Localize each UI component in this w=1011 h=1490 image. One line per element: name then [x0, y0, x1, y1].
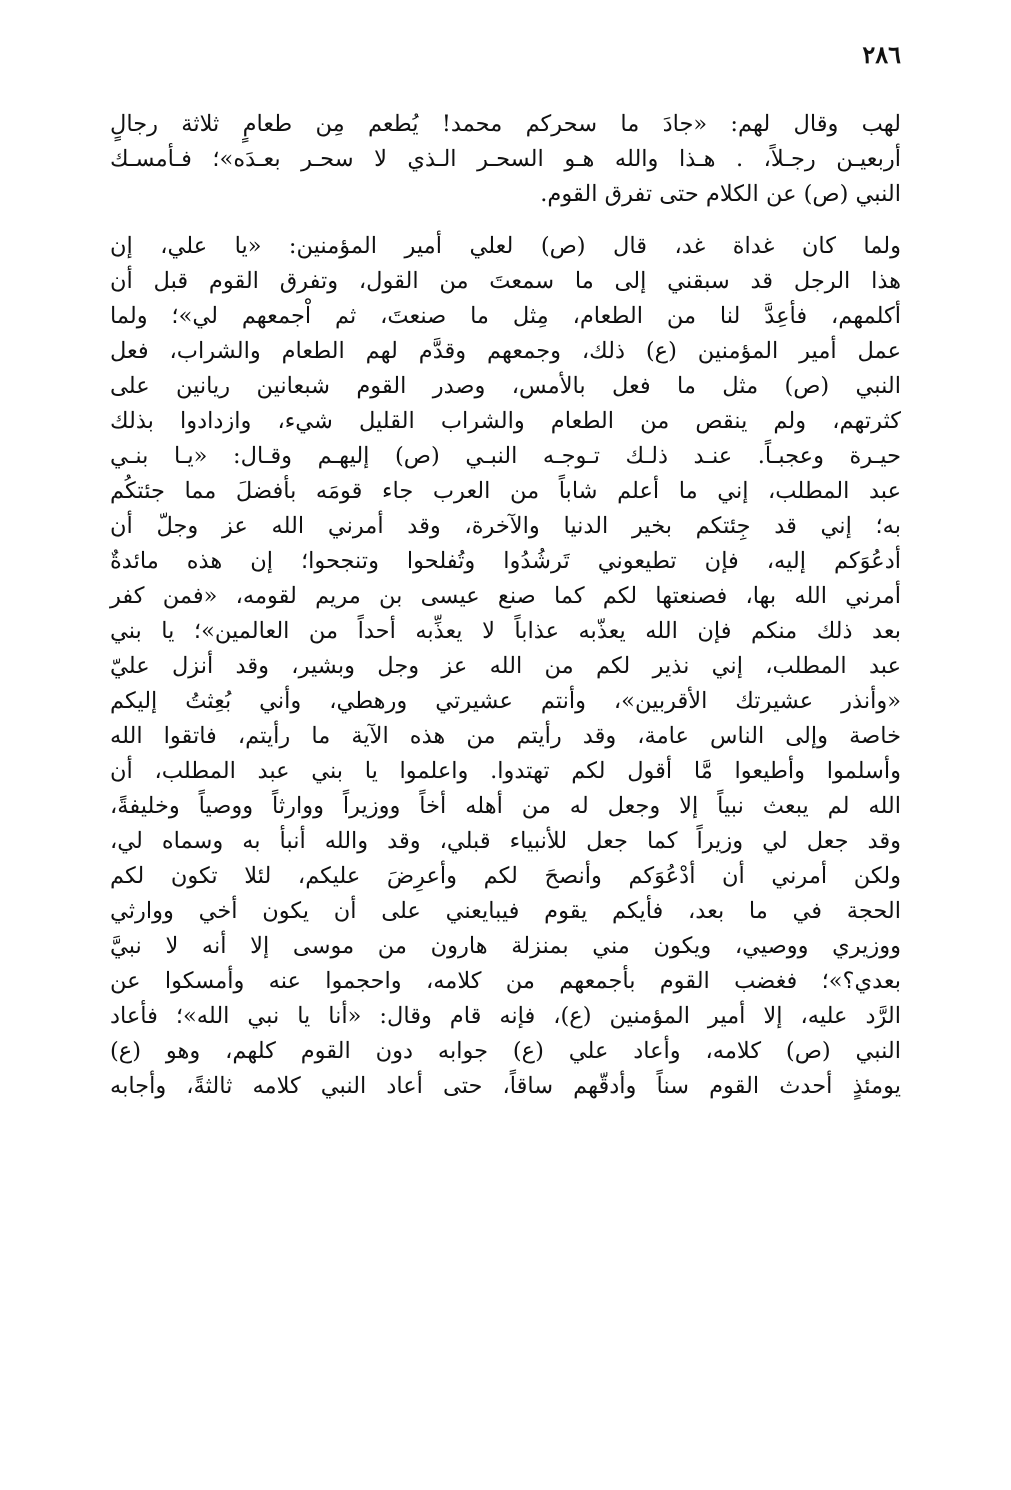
text-line: النبي (ص) عن الكلام حتى تفرق القوم.: [540, 181, 901, 207]
text-line: عمل أمير المؤمنين (ع) ذلك، وجمعهم وقدَّم لهم الطعام والشراب، فعل: [110, 338, 901, 364]
paragraph-gap: [110, 212, 901, 229]
text-line: ووزيري ووصيي، ويكون مني بمنزلة هارون من موسى إلا أنه لا نبيَّ: [110, 933, 901, 959]
text-line: به؛ إني قد جِئتكم بخير الدنيا والآخرة، وقد أمرني الله عز وجلّ أن: [110, 513, 901, 539]
text-line: هذا الرجل قد سبقني إلى ما سمعتَ من القول، وتفرق القوم قبل أن: [110, 268, 901, 294]
text-line: أكلمهم، فأعِدَّ لنا من الطعام، مِثل ما صنعتَ، ثم اْجمعهم لي»؛ ولما: [110, 303, 901, 329]
text-line: ولما كان غداة غد، قال (ص) لعلي أمير المؤمنين: «يا علي، إن: [110, 233, 901, 259]
text-line: حيـرة وعجبـاً. عنـد ذلـك تـوجـه النبـي (ص) إليهـم وقـال: «يـا بنـي: [110, 443, 901, 469]
text-line: بعدي؟»؛ فغضب القوم بأجمعهم من كلامه، واحجموا عنه وأمسكوا عن: [110, 968, 901, 994]
text-line: أمرني الله بها، فصنعتها لكم كما صنع عيسى بن مريم لقومه، «فمن كفر: [110, 583, 901, 609]
text-line: خاصة وإلى الناس عامة، وقد رأيتم من هذه الآية ما رأيتم، فاتقوا الله: [110, 723, 901, 749]
text-line: أدعُوَكم إليه، فإن تطيعوني تَرشُدُوا وتُفلحوا وتنجحوا؛ إن هذه مائدةٌ: [110, 548, 901, 574]
text-line: يومئذٍ أحدث القوم سناً وأدقّهم ساقاً، حتى أعاد النبي كلامه ثالثةً، وأجابه: [110, 1073, 901, 1099]
paragraph-1: [110, 107, 901, 212]
text-line: كثرتهم، ولم ينقص من الطعام والشراب القليل شيء، وازدادوا بذلك: [110, 408, 901, 434]
text-line: النبي (ص) مثل ما فعل بالأمس، وصدر القوم شبعانين ريانين على: [110, 373, 901, 399]
page-number: ٢٨٦: [862, 40, 901, 69]
paragraph-2: [110, 229, 901, 1104]
text-line: لهب وقال لهم: «جادَ ما سحركم محمد! يُطعم مِن طعامٍ ثلاثة رجالٍ: [110, 111, 901, 137]
text-line: أربعيـن رجـلاً، . هـذا والله هـو السحـر الـذي لا سحـر بعـدَه»؛ فـأمسـك: [110, 146, 901, 172]
text-line: عبد المطلب، إني ما أعلم شاباً من العرب جاء قومَه بأفضلَ مما جئتكُم: [110, 478, 901, 504]
text-line: بعد ذلك منكم فإن الله يعذّبه عذاباً لا يعذِّبه أحداً من العالمين»؛ يا بني: [110, 618, 901, 644]
text-line: الله لم يبعث نبياً إلا وجعل له من أهله أخاً ووزيراً ووارثاً ووصياً وخليفةً،: [110, 793, 901, 819]
text-line: الرَّد عليه، إلا أمير المؤمنين (ع)، فإنه قام وقال: «أنا يا نبي الله»؛ فأعاد: [110, 1003, 901, 1029]
text-line: عبد المطلب، إني نذير لكم من الله عز وجل وبشير، وقد أنزل عليّ: [110, 653, 901, 679]
text-line: وأسلموا وأطيعوا مَّا أقول لكم تهتدوا. واعلموا يا بني عبد المطلب، أن: [110, 758, 901, 784]
text-line: ولكن أمرني أن أدْعُوَكم وأنصحَ لكم وأعرِضَ عليكم، لئلا تكون لكم: [110, 863, 901, 889]
text-line: الحجة في ما بعد، فأيكم يقوم فيبايعني على أن يكون أخي ووارثي: [110, 898, 901, 924]
text-line: وقد جعل لي وزيراً كما جعل للأنبياء قبلي، وقد والله أنبأ به وسماه لي،: [110, 828, 901, 854]
body-text: [110, 107, 901, 1104]
text-line: النبي (ص) كلامه، وأعاد علي (ع) جوابه دون القوم كلهم، وهو (ع): [110, 1038, 901, 1064]
document-page: [110, 0, 901, 1490]
text-line: «وأنذر عشيرتك الأقربين»، وأنتم عشيرتي ورهطي، وأني بُعِثتُ إليكم: [110, 688, 901, 714]
